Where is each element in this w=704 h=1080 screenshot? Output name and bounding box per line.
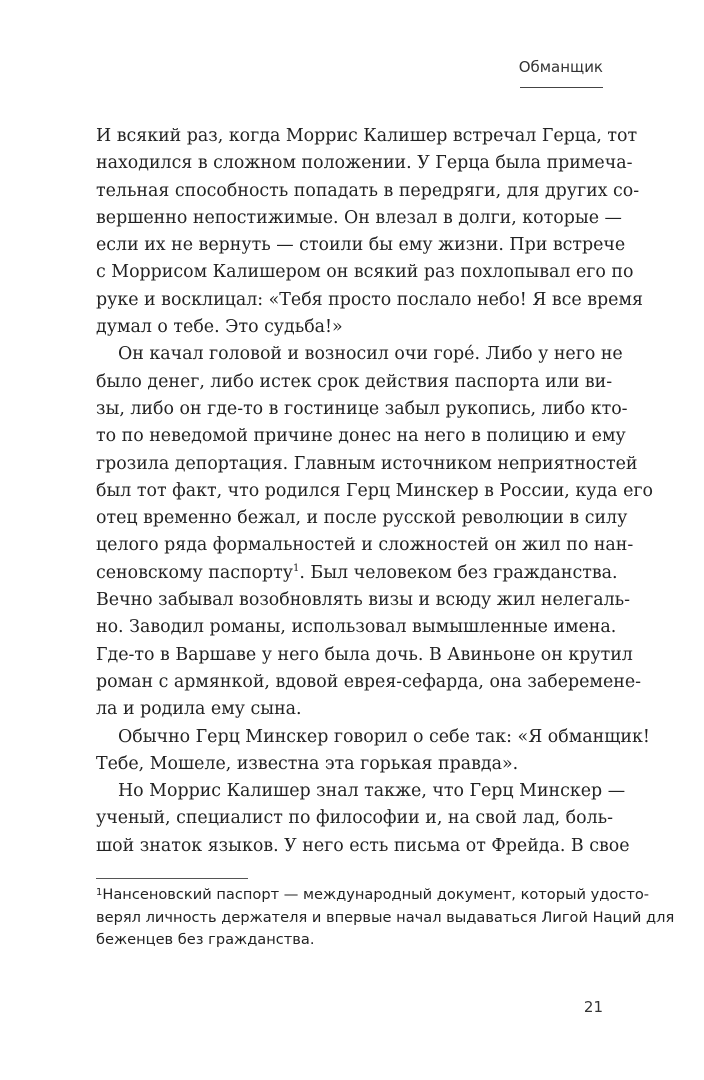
page-number: 21 (583, 998, 603, 1016)
text-line: целого ряда формальностей и сложностей он жил по нан- (96, 535, 634, 556)
footnote (96, 884, 675, 952)
text-line: руке и восклицал: «Тебя просто послало небо! Я все время (96, 289, 643, 310)
text-line: Но Моррис Калишер знал также, что Герц Минскер — (118, 781, 626, 802)
footnote-text-line: беженцев без гражданства. (96, 931, 315, 948)
text-line: ученый, специалист по философии и, на свой лад, боль- (96, 808, 613, 829)
text-line: было денег, либо истек срок действия паспорта или ви- (96, 371, 613, 392)
text-line: отец временно бежал, и после русской революции в силу (96, 508, 628, 529)
text-line: если их не вернуть — стоили бы ему жизни. При встрече (96, 235, 626, 256)
footnote-text-line: Нансеновский паспорт — международный документ, который удосто- (102, 886, 650, 903)
text-fragment: сеновскому паспорту (96, 562, 293, 583)
text-line: с Моррисом Калишером он всякий раз похлопывал его по (96, 262, 634, 283)
running-head-rule (520, 87, 603, 88)
footnote-reference[interactable]: 1 (293, 562, 300, 574)
text-line: И всякий раз, когда Моррис Калишер встречал Герца, тот (96, 126, 638, 146)
main-text (96, 123, 653, 860)
text-line: Обычно Герц Минскер говорил о себе так: «Я обманщик! (118, 726, 650, 747)
text-line: но. Заводил романы, использовал вымышленные имена. (96, 617, 617, 638)
text-line: Тебе, Мошеле, известна эта горькая правда». (96, 753, 519, 774)
text-line: находился в сложном положении. У Герца была примеча- (96, 153, 633, 174)
running-head-title: Обманщик (518, 58, 603, 76)
footnote-separator (96, 878, 248, 879)
text-line: то по неведомой причине донес на него в полицию и ему (96, 426, 626, 447)
text-line: вершенно непостижимые. Он влезал в долги, которые — (96, 207, 622, 228)
text-line: Он качал головой и возносил очи горé. Либо у него не (118, 344, 623, 365)
text-line: тельная способность попадать в передряги, для других со- (96, 180, 640, 201)
footnote-marker: 1 (96, 887, 103, 898)
footnote-first-line (96, 884, 650, 907)
text-line: зы, либо он где-то в гостинице забыл рукопись, либо кто- (96, 398, 628, 419)
text-line: Где-то в Варшаве у него была дочь. В Авиньоне он крутил (96, 644, 633, 665)
text-line: был тот факт, что родился Герц Минскер в России, куда его (96, 480, 653, 501)
text-line: Вечно забывал возобновлять визы и всюду жил нелегаль- (96, 590, 630, 611)
text-line: думал о тебе. Это судьба!» (96, 317, 343, 338)
text-line: шой знаток языков. У него есть письма от Фрейда. В свое (96, 835, 630, 856)
footnote-text-line: верял личность держателя и впервые начал выдаваться Лигой Наций для (96, 908, 675, 926)
text-line: роман с армянкой, вдовой еврея-сефарда, она заберемене- (96, 671, 642, 692)
text-line-with-footnote-ref (96, 560, 618, 587)
text-line: ла и родила ему сына. (96, 699, 302, 720)
text-fragment: . Был человеком без гражданства. (299, 562, 618, 583)
text-line: грозила депортация. Главным источником неприятностей (96, 453, 638, 474)
